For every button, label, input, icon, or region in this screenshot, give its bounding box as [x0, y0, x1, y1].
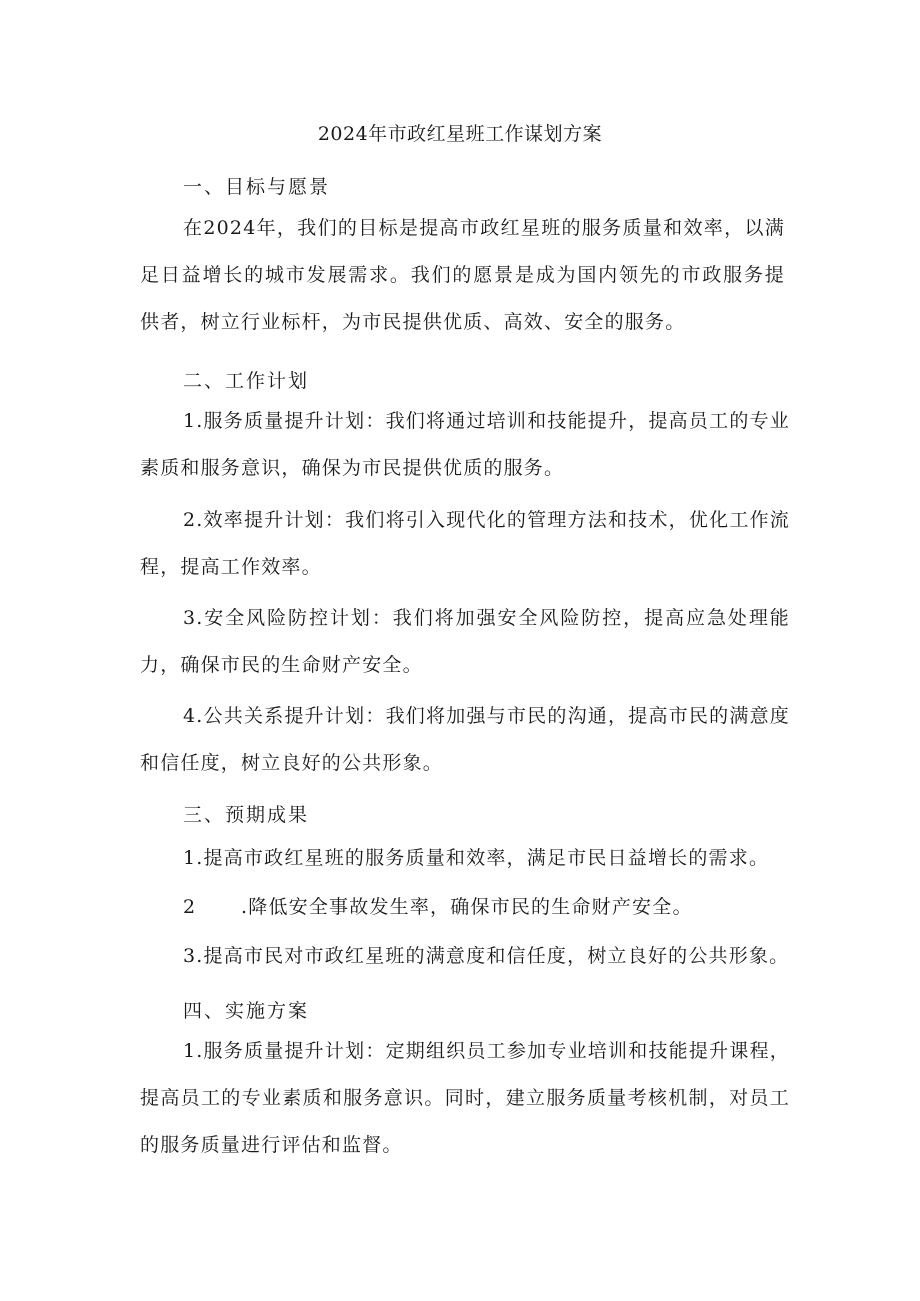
item-number: 3 — [183, 607, 197, 629]
item-number: 3 — [183, 945, 197, 967]
item-number: 4 — [183, 705, 197, 727]
work-plan-item — [140, 398, 790, 492]
section-heading-implementation: 四、实施方案 — [183, 1000, 310, 1022]
section-heading-goals: 一、目标与愿景 — [183, 176, 331, 198]
section-heading-work-plan: 二、工作计划 — [183, 370, 310, 392]
item-text: .服务质量提升计划：定期组织员工参加专业培训和技能提升课程，提高员工的专业素质和服务意识。同时，建立服务质量考核机制，对员工的服务质量进行评估和监督。 — [140, 1040, 790, 1156]
goals-paragraph: 在2024年，我们的目标是提高市政红星班的服务质量和效率，以满足日益增长的城市发展需求。我们的愿景是成为国内领先的市政服务提供者，树立行业标杆，为市民提供优质、高效、安全的服务。 — [140, 217, 785, 333]
work-plan-item — [140, 693, 790, 787]
item-text: .安全风险防控计划：我们将加强安全风险防控，提高应急处理能力，确保市民的生命财产安全。 — [140, 607, 790, 676]
results-item — [140, 835, 790, 882]
item-number: 1 — [183, 847, 197, 869]
implementation-item — [140, 1028, 790, 1169]
item-text: .提高市民对市政红星班的满意度和信任度，树立良好的公共形象。 — [196, 945, 790, 967]
item-text: .提高市政红星班的服务质量和效率，满足市民日益增长的需求。 — [196, 847, 770, 869]
item-number: 1 — [183, 1040, 197, 1062]
item-number: 2 — [183, 509, 197, 531]
results-item — [140, 884, 790, 931]
section-heading-expected-results: 三、预期成果 — [183, 804, 310, 826]
document-title: 2024年市政红星班工作谋划方案 — [317, 123, 603, 145]
item-number: 2 — [183, 896, 197, 918]
item-text: .效率提升计划：我们将引入现代化的管理方法和技术，优化工作流程，提高工作效率。 — [140, 509, 790, 578]
item-number: 1 — [183, 410, 197, 432]
item-text: .降低安全事故发生率，确保市民的生命财产安全。 — [241, 896, 693, 918]
work-plan-item — [140, 497, 790, 591]
results-item — [140, 933, 790, 980]
item-text: .服务质量提升计划：我们将通过培训和技能提升，提高员工的专业素质和服务意识，确保为市民提供优质的服务。 — [140, 410, 790, 479]
item-text: .公共关系提升计划：我们将加强与市民的沟通，提高市民的满意度和信任度，树立良好的公共形象。 — [140, 705, 790, 774]
work-plan-item — [140, 595, 790, 689]
